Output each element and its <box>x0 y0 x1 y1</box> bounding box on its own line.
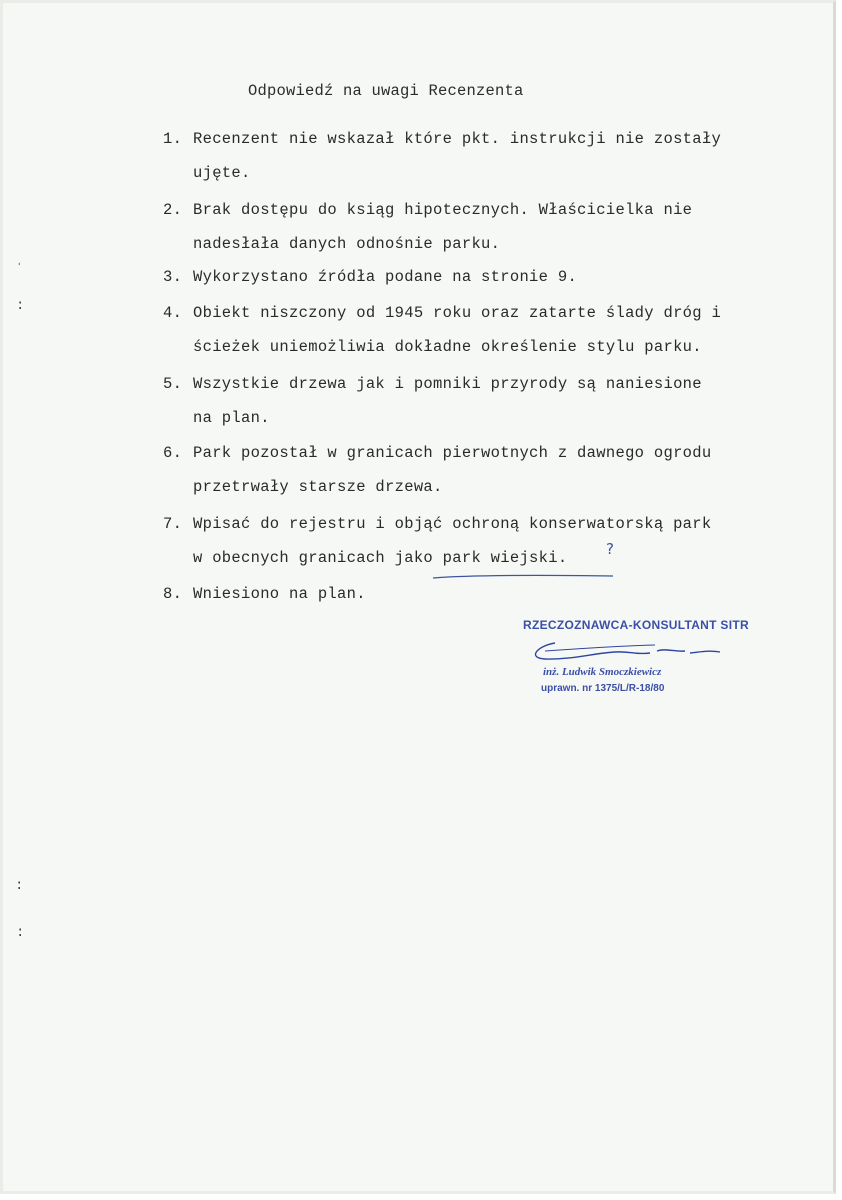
margin-colon-mark: : <box>16 925 25 941</box>
item-number: 3. <box>163 268 183 286</box>
item-number: 8. <box>163 585 183 603</box>
margin-colon-mark: : <box>15 878 24 894</box>
stamp-organization: RZECZOZNAWCA-KONSULTANT SITR <box>523 618 749 632</box>
item-line: Brak dostępu do ksiąg hipotecznych. Właścicielka nie <box>193 201 693 219</box>
item-line: Wpisać do rejestru i objąć ochroną konserwatorską park <box>193 515 712 533</box>
item-line: Obiekt niszczony od 1945 roku oraz zatarte ślady dróg i <box>193 304 722 322</box>
list-item <box>163 515 712 567</box>
document-title: Odpowiedź na uwagi Recenzenta <box>248 82 524 100</box>
margin-colon-mark: : <box>16 298 25 314</box>
item-line: przetrwały starsze drzewa. <box>193 478 443 496</box>
item-line: w obecnych granicach jako park wiejski. <box>193 549 568 567</box>
item-number: 7. <box>163 515 183 533</box>
stamp-name: inż. Ludwik Smoczkiewicz <box>543 666 662 678</box>
handwritten-underline <box>431 570 616 584</box>
item-line: ścieżek uniemożliwia dokładne określenie stylu parku. <box>193 338 702 356</box>
margin-tick-mark: ˌ <box>15 251 24 267</box>
item-line: Wykorzystano źródła podane na stronie 9. <box>193 268 578 286</box>
item-line: Wszystkie drzewa jak i pomniki przyrody są naniesione <box>193 375 702 393</box>
item-line: na plan. <box>193 409 270 427</box>
item-number: 5. <box>163 375 183 393</box>
stamp-permit-number: uprawn. nr 1375/L/R-18/80 <box>541 683 665 694</box>
item-number: 4. <box>163 304 183 322</box>
list-item <box>163 375 702 427</box>
official-stamp <box>515 613 755 713</box>
item-line: nadesłała danych odnośnie parku. <box>193 235 501 253</box>
item-number: 2. <box>163 201 183 219</box>
list-item <box>163 304 722 356</box>
item-number: 1. <box>163 130 183 148</box>
item-line: ujęte. <box>193 164 251 182</box>
list-item <box>163 444 712 496</box>
list-item <box>163 268 578 286</box>
list-item <box>163 585 366 603</box>
item-line: Wniesiono na plan. <box>193 585 366 603</box>
list-item <box>163 201 693 253</box>
item-line: Park pozostał w granicach pierwotnych z dawnego ogrodu <box>193 444 712 462</box>
item-number: 6. <box>163 444 183 462</box>
item-line: Recenzent nie wskazał które pkt. instrukcji nie zostały <box>193 130 722 148</box>
handwritten-question-mark: ? <box>606 540 614 558</box>
list-item <box>163 130 722 182</box>
signature <box>515 613 755 673</box>
